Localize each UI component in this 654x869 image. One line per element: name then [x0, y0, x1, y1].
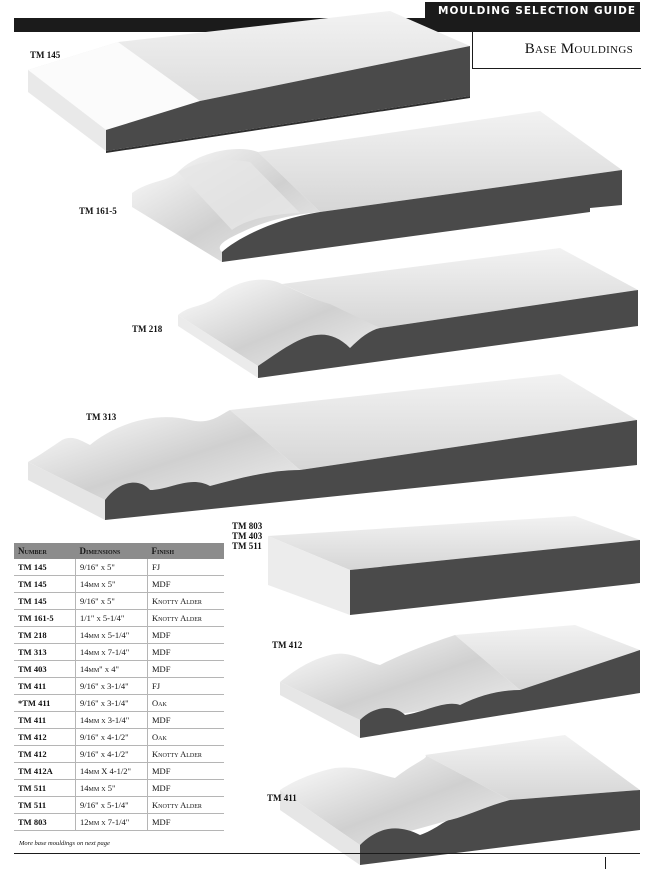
cell-finish: FJ [148, 678, 225, 695]
label-tm411: TM 411 [267, 793, 297, 803]
label-tm511: TM 511 [232, 541, 262, 551]
table-row [14, 746, 224, 763]
cell-number: TM 313 [14, 644, 76, 661]
label-tm218: TM 218 [132, 324, 163, 334]
cell-dimensions: 14mm x 3-1/4" [76, 712, 148, 729]
cell-finish: MDF [148, 763, 225, 780]
table-row [14, 814, 224, 831]
table-row [14, 695, 224, 712]
cell-finish: Knotty Alder [148, 746, 225, 763]
header-number: Number [14, 543, 76, 559]
cell-number: TM 403 [14, 661, 76, 678]
table-row [14, 678, 224, 695]
cell-dimensions: 9/16" x 4-1/2" [76, 729, 148, 746]
header-dimensions: Dimensions [76, 543, 148, 559]
cell-dimensions: 14mm X 4-1/2" [76, 763, 148, 780]
cell-dimensions: 14mm x 7-1/4" [76, 644, 148, 661]
table-row [14, 661, 224, 678]
page-corner-mark [605, 857, 641, 869]
cell-finish: FJ [148, 559, 225, 576]
section-title: Base Mouldings [524, 41, 633, 57]
cell-finish: Knotty Alder [148, 610, 225, 627]
cell-dimensions: 9/16" x 3-1/4" [76, 678, 148, 695]
cell-number: TM 218 [14, 627, 76, 644]
moulding-tm313 [28, 374, 637, 520]
cell-finish: MDF [148, 661, 225, 678]
cell-finish: MDF [148, 780, 225, 797]
table-row [14, 627, 224, 644]
cell-number: TM 411 [14, 712, 76, 729]
cell-dimensions: 1/1" x 5-1/4" [76, 610, 148, 627]
cell-finish: MDF [148, 712, 225, 729]
cell-number: TM 511 [14, 780, 76, 797]
guide-title: MOULDING SELECTION GUIDE [425, 2, 640, 20]
cell-dimensions: 9/16" x 5" [76, 593, 148, 610]
label-tm313: TM 313 [86, 412, 117, 422]
cell-number: TM 411 [14, 678, 76, 695]
table-row [14, 610, 224, 627]
table-row [14, 780, 224, 797]
label-tm412: TM 412 [272, 640, 303, 650]
cell-number: TM 511 [14, 797, 76, 814]
label-tm403: TM 403 [232, 531, 263, 541]
table-row [14, 797, 224, 814]
cell-dimensions: 14mm x 5" [76, 780, 148, 797]
cell-finish: MDF [148, 576, 225, 593]
cell-number: TM 412 [14, 746, 76, 763]
moulding-tm412 [280, 625, 640, 738]
table-row [14, 712, 224, 729]
cell-finish: Knotty Alder [148, 593, 225, 610]
label-tm803: TM 803 [232, 521, 263, 531]
table-row [14, 576, 224, 593]
label-tm145: TM 145 [30, 50, 61, 60]
table-header-row [14, 543, 224, 559]
cell-finish: MDF [148, 627, 225, 644]
cell-finish: Oak [148, 729, 225, 746]
table-row [14, 763, 224, 780]
spec-table [14, 543, 224, 831]
cell-dimensions: 9/16" x 3-1/4" [76, 695, 148, 712]
cell-dimensions: 9/16" x 4-1/2" [76, 746, 148, 763]
label-tm161-5: TM 161-5 [79, 206, 117, 216]
cell-number: TM 145 [14, 559, 76, 576]
cell-number: *TM 411 [14, 695, 76, 712]
table-row [14, 644, 224, 661]
cell-dimensions: 14mm x 5-1/4" [76, 627, 148, 644]
bottom-rule [14, 853, 640, 854]
cell-number: TM 145 [14, 593, 76, 610]
cell-dimensions: 9/16" x 5" [76, 559, 148, 576]
cell-number: TM 161-5 [14, 610, 76, 627]
table-row [14, 729, 224, 746]
cell-finish: Knotty Alder [148, 797, 225, 814]
cell-number: TM 803 [14, 814, 76, 831]
cell-dimensions: 14mm" x 4" [76, 661, 148, 678]
cell-finish: MDF [148, 814, 225, 831]
cell-dimensions: 12mm x 7-1/4" [76, 814, 148, 831]
header-finish: Finish [148, 543, 225, 559]
cell-number: TM 412 [14, 729, 76, 746]
cell-finish: MDF [148, 644, 225, 661]
cell-number: TM 145 [14, 576, 76, 593]
moulding-tm803 [268, 516, 640, 615]
moulding-tm218 [178, 248, 638, 378]
cell-number: TM 412A [14, 763, 76, 780]
moulding-tm411 [280, 735, 640, 865]
footnote: More base mouldings on next page [19, 840, 110, 847]
cell-finish: Oak [148, 695, 225, 712]
table-row [14, 593, 224, 610]
cell-dimensions: 14mm x 5" [76, 576, 148, 593]
cell-dimensions: 9/16" x 5-1/4" [76, 797, 148, 814]
table-row [14, 559, 224, 576]
